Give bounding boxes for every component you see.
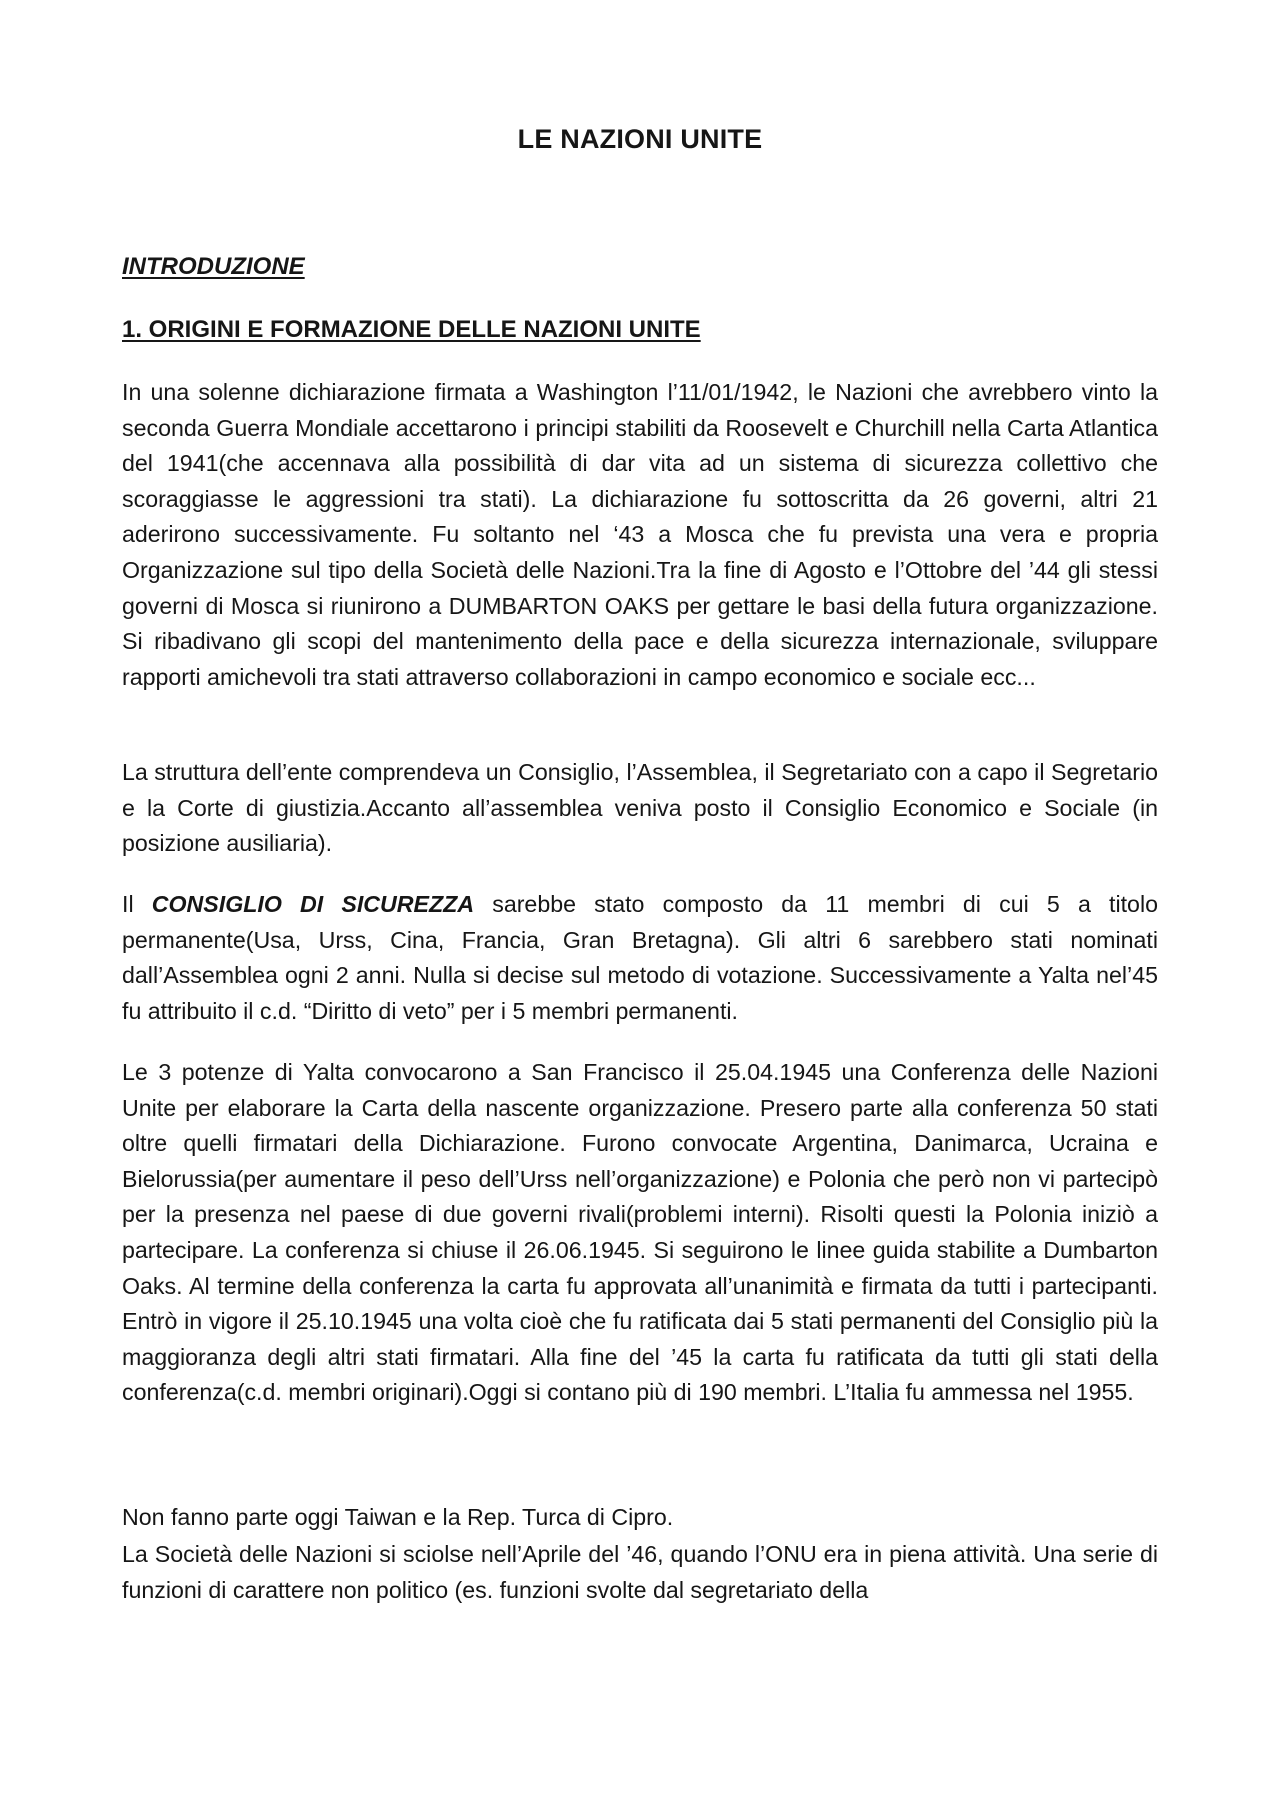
paragraph-rest: sarebbe stato composto da 11 membri di cui 5 a titolo permanente(Usa, Urss, Cina, Francia, Gran Bretagna). Gli altri 6 sarebbero stati nominati dall’Assemblea ogni 2 anni. Nulla si decise sul metodo di votazione. Successivamente a Yalta nel’45 fu attribuito il c.d. “Diritto di veto” per i 5 membri permanenti. [122, 891, 1158, 1024]
paragraph-league-dissolution: La Società delle Nazioni si sciolse nell’Aprile del ’46, quando l’ONU era in piena attività. Una serie di funzioni di carattere non politico (es. funzioni svolte dal segretariato della [122, 1541, 1158, 1603]
paragraph-san-francisco: Le 3 potenze di Yalta convocarono a San Francisco il 25.04.1945 una Conferenza delle Nazioni Unite per elaborare la Carta della nascente organizzazione. Presero parte alla conferenza 50 stati oltre quelli firmatari della Dichiarazione. Furono convocate Argentina, Danimarca, Ucraina e Bielorussia(per aumentare il peso dell’Urss nell’organizzazione) e Polonia che però non vi partecipò per la presenza nel paese di due governi rivali(problemi interni). Risolti questi la Polonia iniziò a partecipare. La conferenza si chiuse il 26.06.1945. Si seguirono le linee guida stabilite a Dumbarton Oaks. Al termine della conferenza la carta fu approvata all’unanimità e firmata da tutti i partecipanti. Entrò in vigore il 25.10.1945 una volta cioè che fu ratificata dai 5 stati permanenti del Consiglio più la maggioranza degli altri stati firmatari. Alla fine del ’45 la carta fu ratificata da tutti gli stati della conferenza(c.d. membri originari).Oggi si contano più di 190 membri. L’Italia fu ammessa nel 1955. [122, 1059, 1158, 1406]
paragraph-structure: La struttura dell’ente comprendeva un Consiglio, l’Assemblea, il Segretariato con a capo il Segretario e la Corte di giustizia.Accanto all’assemblea veniva posto il Consiglio Economico e Sociale (in posizione ausiliaria). [122, 759, 1158, 857]
section-heading: INTRODUZIONE [122, 253, 305, 280]
security-council-term: CONSIGLIO DI SICUREZZA [151, 891, 475, 917]
paragraph-prefix: Il [122, 891, 152, 917]
sub-heading: 1. ORIGINI E FORMAZIONE DELLE NAZIONI UNITE [122, 316, 701, 343]
page-title: LE NAZIONI UNITE [517, 124, 763, 154]
paragraph-non-members: Non fanno parte oggi Taiwan e la Rep. Turca di Cipro. [122, 1504, 674, 1530]
paragraph-origins: In una solenne dichiarazione firmata a Washington l’11/01/1942, le Nazioni che avrebbero vinto la seconda Guerra Mondiale accettarono i principi stabiliti da Roosevelt e Churchill nella Carta Atlantica del 1941(che accennava alla possibilità di dar vita ad un sistema di sicurezza collettivo che scoraggiasse le aggressioni tra stati). La dichiarazione fu sottoscritta da 26 governi, altri 21 aderirono successivamente. Fu soltanto nel ‘43 a Mosca che fu prevista una vera e propria Organizzazione sul tipo della Società delle Nazioni.Tra la fine di Agosto e l’Ottobre del ’44 gli stessi governi di Mosca si riunirono a DUMBARTON OAKS per gettare le basi della futura organizzazione. Si ribadivano gli scopi del mantenimento della pace e della sicurezza internazionale, sviluppare rapporti amichevoli tra stati attraverso collaborazioni in campo economico e sociale ecc... [122, 379, 1158, 690]
paragraph-security-council [122, 887, 1158, 1029]
